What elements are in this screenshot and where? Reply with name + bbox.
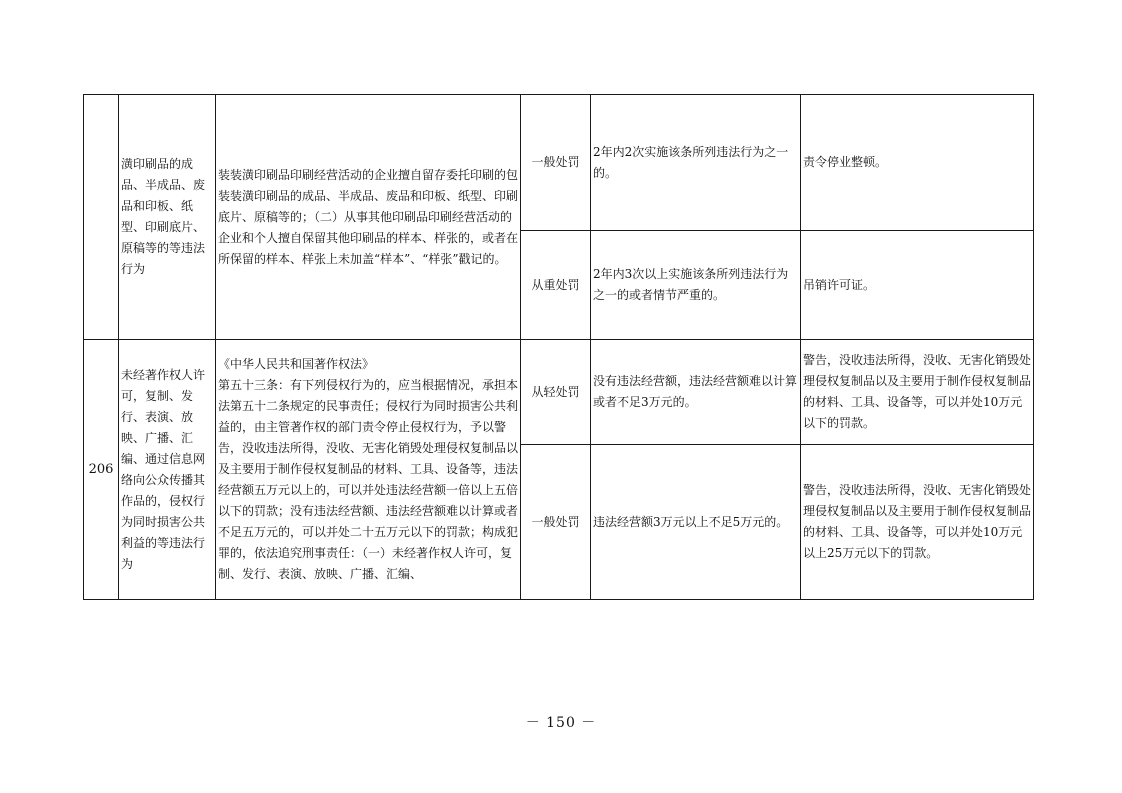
page-number: － 150 － <box>525 715 597 731</box>
law-article-text: 第五十三条：有下列侵权行为的，应当根据情况，承担本法第五十二条规定的民事责任；侵权行为同时损害公共利益的，由主管著作权的部门责令停止侵权行为，予以警告，没收违法所得，没收、无害化销毁处理侵权复制品以及主要用于制作侵权复制品的材料、工具、设备等，违法经营额五万元以上的，可以并处违法经营额一倍以上五倍以下的罚款；没有违法经营额、违法经营额难以计算或者不足五万元的，可以并处二十五万元以下的罚款；构成犯罪的，依法追究刑事责任：（一）未经著作权人许可，复制、发行、表演、放映、广播、汇编、 <box>218 378 519 581</box>
item-number-cell <box>84 95 119 340</box>
penalty-kind-cell: 从重处罚 <box>521 231 591 340</box>
violation-behavior-cell: 未经著作权人许可，复制、发行、表演、放映、广播、汇编、通过信息网络向公众传播其作品的，侵权行为同时损害公共利益的等违法行为 <box>119 340 216 600</box>
penalty-standard-cell: 责令停业整顿。 <box>801 95 1034 231</box>
penalty-kind-cell: 从轻处罚 <box>521 340 591 445</box>
legal-basis-cell <box>216 340 521 600</box>
legal-basis-cell: 装装潢印刷品印刷经营活动的企业擅自留存委托印刷的包装装潢印刷品的成品、半成品、废品和印板、纸型、印刷底片、原稿等的；（二）从事其他印刷品印刷经营活动的企业和个人擅自保留其他印刷品的样本、样张的，或者在所保留的样本、样张上未加盖“样本”、“样张”戳记的。 <box>216 95 521 340</box>
circumstance-cell: 没有违法经营额，违法经营额难以计算或者不足3万元的。 <box>591 340 801 445</box>
circumstance-cell: 2年内3次以上实施该条所列违法行为之一的或者情节严重的。 <box>591 231 801 340</box>
violation-behavior-cell: 潢印刷品的成品、半成品、废品和印板、纸型、印刷底片、原稿等的等违法行为 <box>119 95 216 340</box>
item-number-cell: 206 <box>84 340 119 600</box>
penalty-standard-cell: 警告，没收违法所得，没收、无害化销毁处理侵权复制品以及主要用于制作侵权复制品的材料、工具、设备等，可以并处10万元以上25万元以下的罚款。 <box>801 445 1034 600</box>
circumstance-cell: 违法经营额3万元以上不足5万元的。 <box>591 445 801 600</box>
penalty-kind-cell: 一般处罚 <box>521 445 591 600</box>
penalty-standard-cell: 吊销许可证。 <box>801 231 1034 340</box>
penalty-kind-cell: 一般处罚 <box>521 95 591 231</box>
law-title: 《中华人民共和国著作权法》 <box>218 357 375 371</box>
penalty-standard-cell: 警告，没收违法所得，没收、无害化销毁处理侵权复制品以及主要用于制作侵权复制品的材料、工具、设备等，可以并处10万元以下的罚款。 <box>801 340 1034 445</box>
circumstance-cell: 2年内2次实施该条所列违法行为之一的。 <box>591 95 801 231</box>
table-row <box>84 95 1034 231</box>
table-row <box>84 340 1034 445</box>
penalty-standard-table <box>83 94 1034 600</box>
